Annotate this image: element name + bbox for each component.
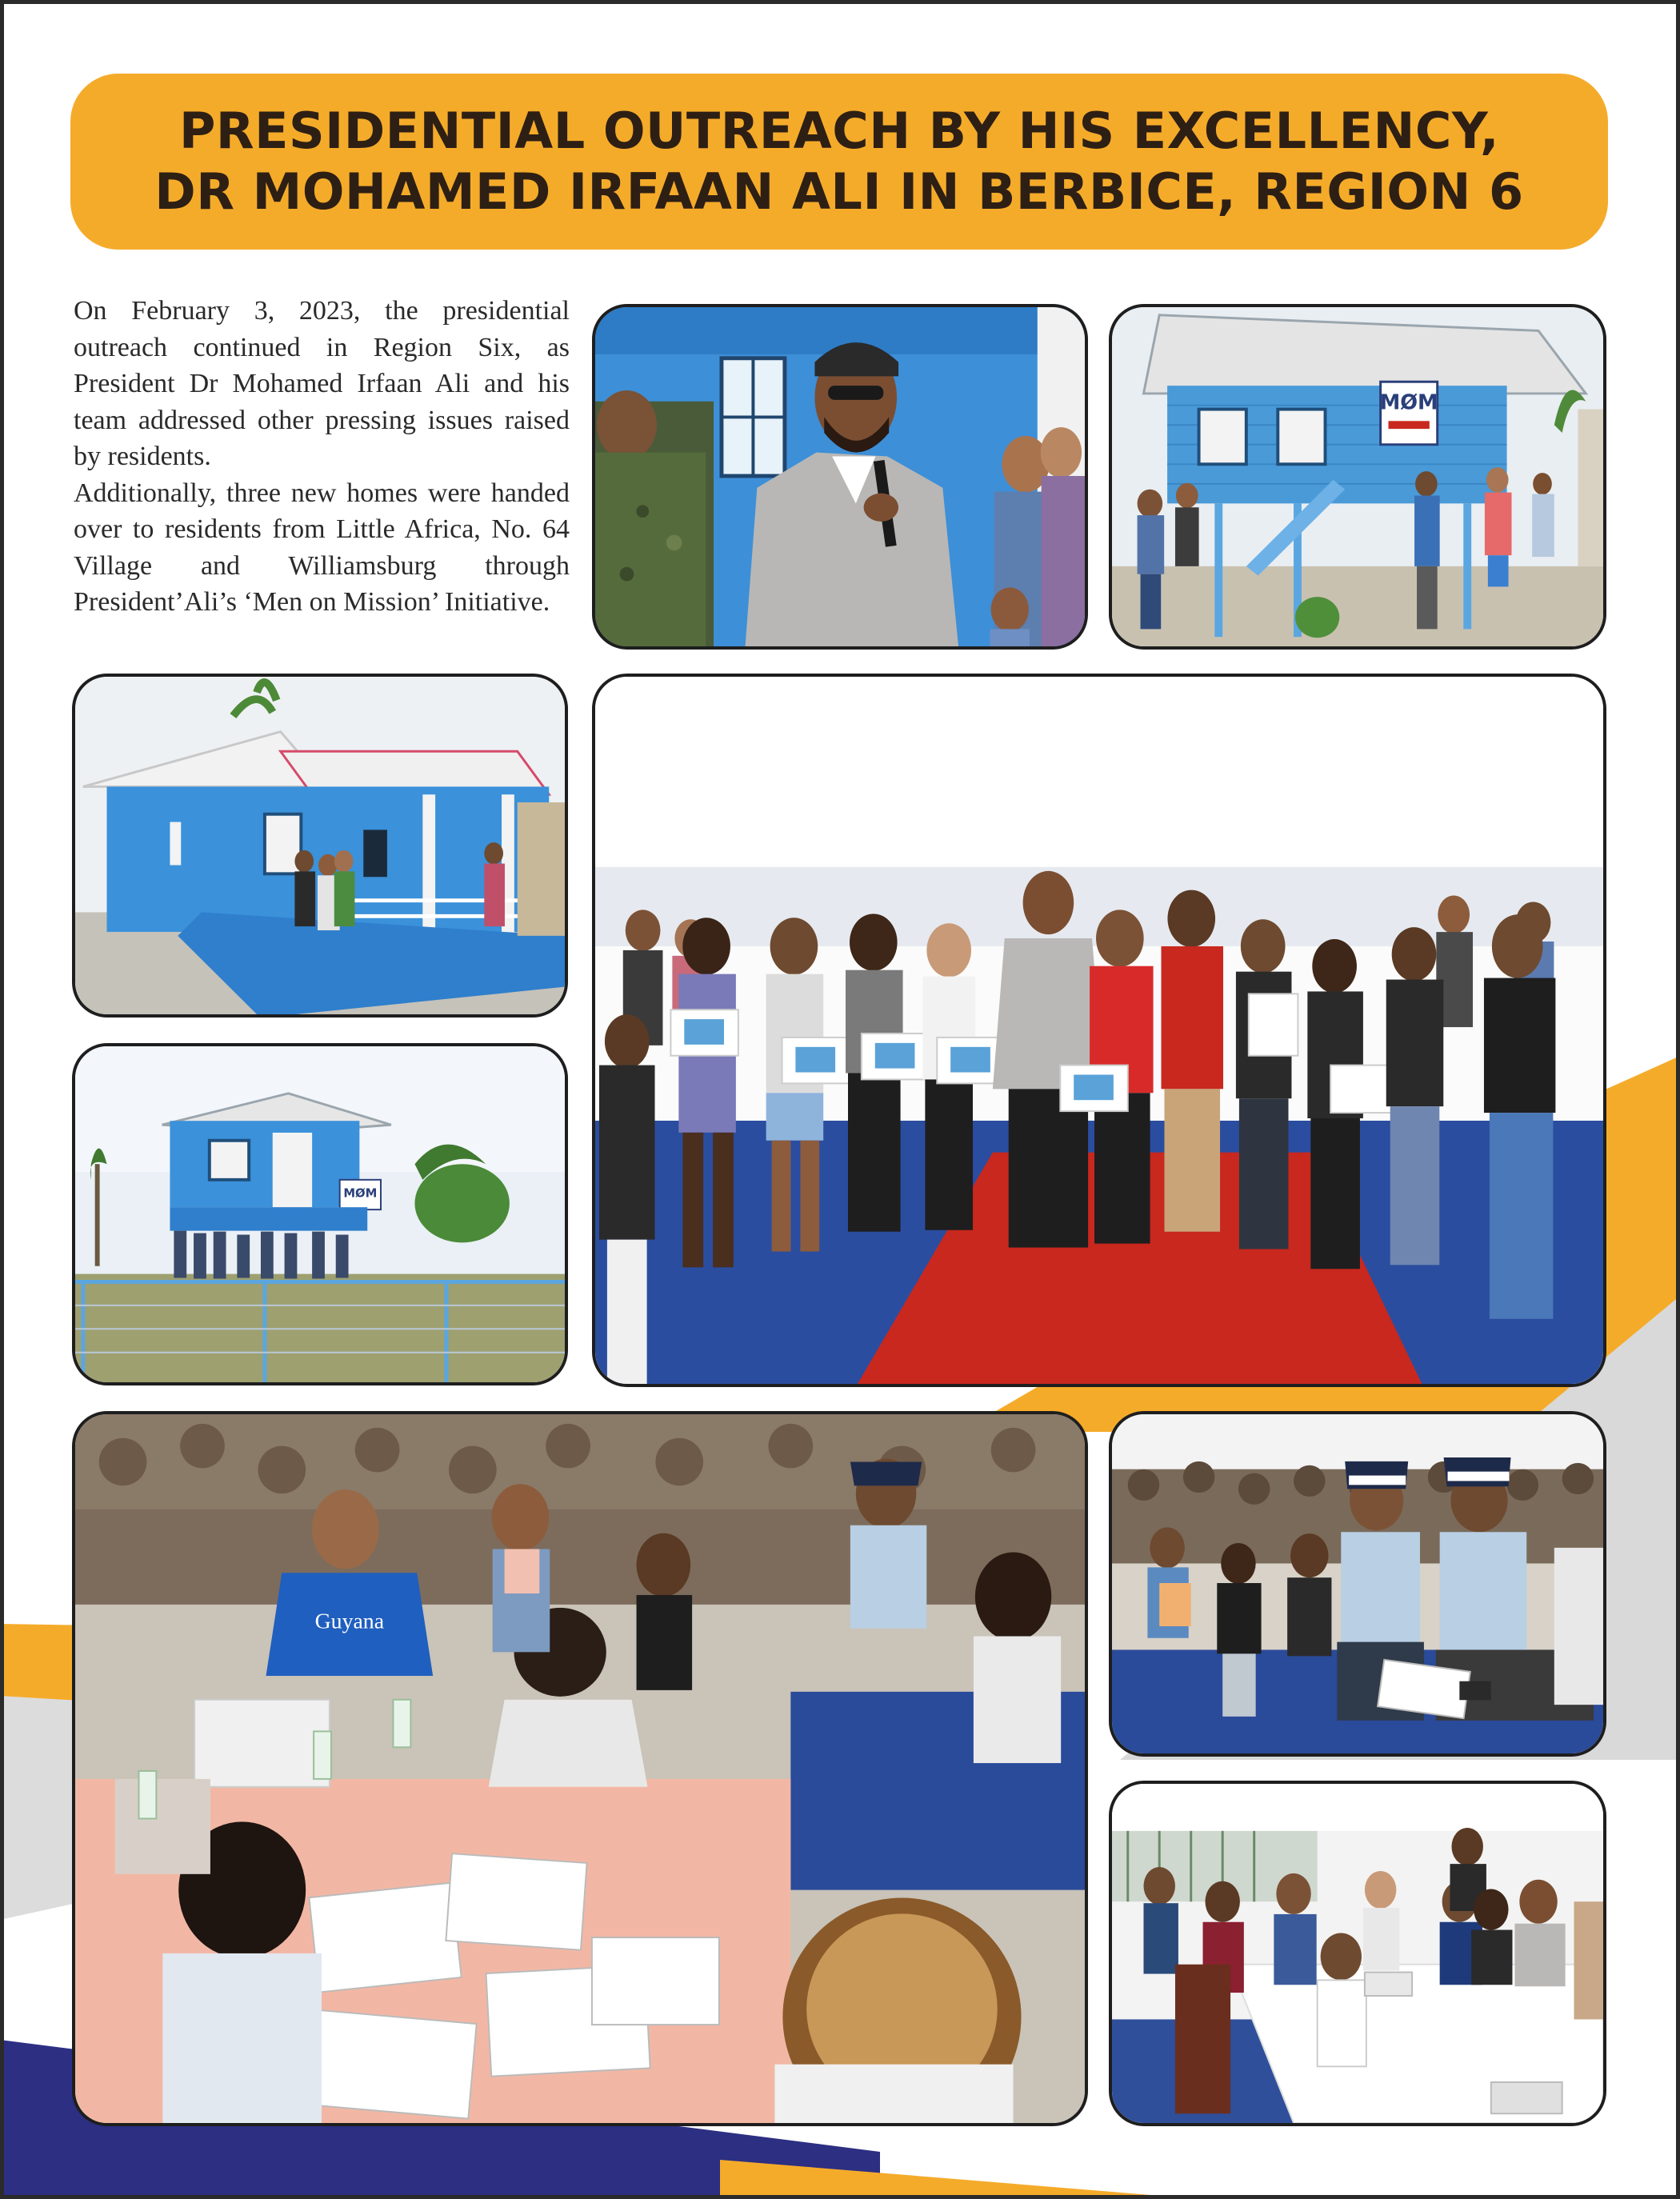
guyana-shirt-text: Guyana [314,1609,385,1634]
photo-blue-house-ramp [72,674,568,1018]
mom-sign-text: MØM [1379,390,1438,415]
title-banner [70,74,1608,250]
photo-president-table-meeting [1109,1781,1606,2126]
intro-paragraph-2: Additionally, three new homes were handed over to residents from Little Africa, No. 64 Village and Williamsburg through President’Ali’s ‘Men on Mission’ Initiative. [74,478,570,617]
intro-text [74,293,570,621]
title-line-1: PRESIDENTIAL OUTREACH BY HIS EXCELLENCY, [178,102,1500,160]
photo-tablet-handover-crowd [592,674,1606,1387]
photo-police-officers-seated [1109,1411,1606,1757]
photo-registration-tables [72,1411,1088,2126]
title-line-2: DR MOHAMED IRFAAN ALI IN BERBICE, REGION 6 [154,162,1524,221]
photo-president-speaking [592,304,1088,650]
photo-two-storey-blue-house [72,1043,568,1385]
intro-paragraph-1: On February 3, 2023, the presidential outreach continued in Region Six, as President Dr Mohamed Irfaan Ali and his team addressed other pressing issues raised by residents. [74,296,570,471]
photo-blue-house-mom-sign [1109,304,1606,650]
mom-sign-text: MØM [343,1186,378,1201]
